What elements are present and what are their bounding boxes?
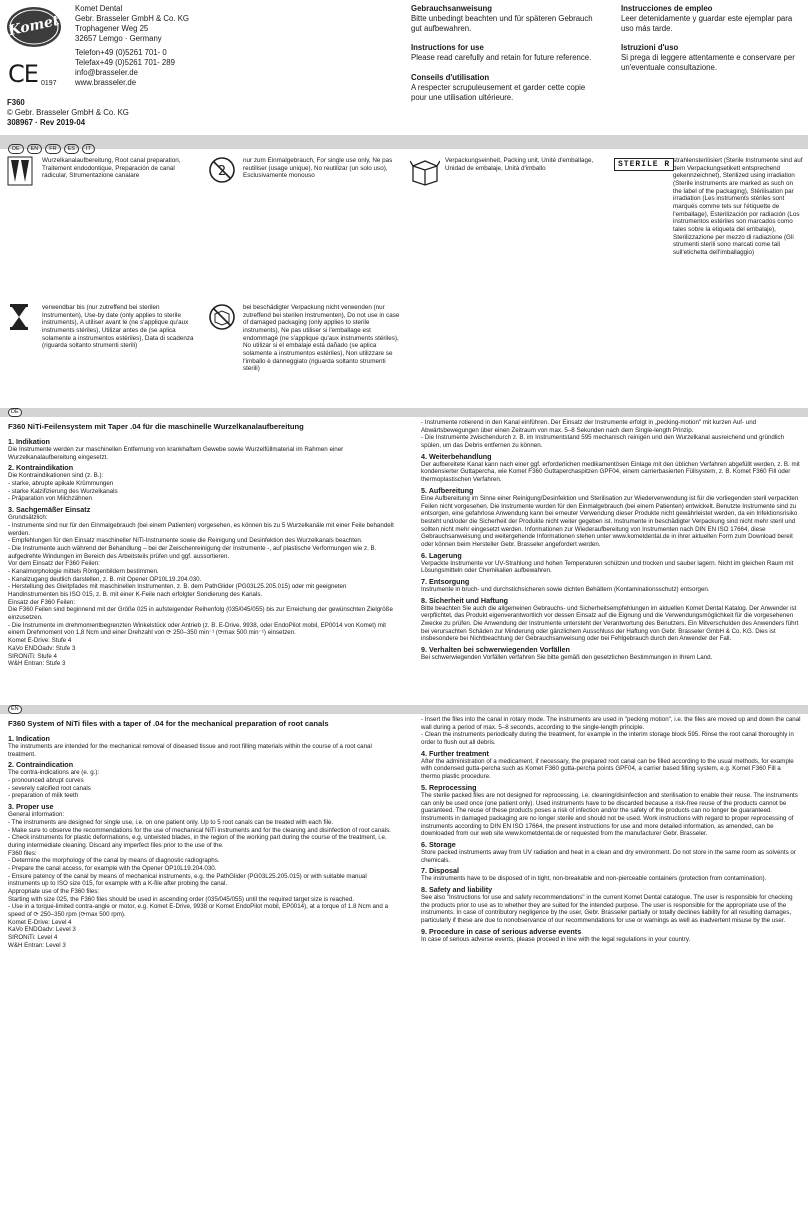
ce-mark: CE 0197 xyxy=(8,60,57,88)
section-body: Bei schwerwiegenden Vorfällen verfahren Sie bitte gemäß den gesetzlichen Bestimmungen in Ihrem Land. xyxy=(421,654,713,662)
section-heading: 3. Proper use xyxy=(8,802,54,812)
symbol-text-damaged: bei beschädigter Verpackung nicht verwenden (nur zutreffend bei sterilen Instrumenten), Do not use in case of damaged packaging (only applies to sterile instruments), Ne pas utiliser si l'emballage est endommagé (ne s'applique qu'aux instruments stériles), No utilizar si el embalaje está dañado (se aplica solamente a instrumentos estériles), Non utilizzare se l'imballo è danneggiato (riguarda soltanto strumenti sterili) xyxy=(243,304,400,373)
section-body: Der aufbereitete Kanal kann nach einer ggf. erforderlichen medikamentösen Einlage mit den üblichen Verfahren abgefüllt werden, z. B. mit kondensierter Guttapercha, wie Komet F360 Guttaperchaspitzen GPF04, einem carrierbasierten Füllsystem, z. B. Komet F360 Fill oder thermoplastischen Verfahren. xyxy=(421,460,800,484)
en-badge: EN xyxy=(8,705,22,714)
lang-badge-en: EN xyxy=(27,144,43,154)
section-heading: 9. Verhalten bei schwerwiegenden Vorfällen xyxy=(421,645,570,655)
section-body: Die Instrumente werden zur maschinellen Entfernung von krankhaftem Gewebe sowie Wurzelfüllmaterial im Rahmen einer Wurzelkanalaufbereitung eingesetzt. xyxy=(8,446,344,461)
section-heading: 2. Contraindication xyxy=(8,760,74,770)
en-title: F360 System of NiTi files with a taper of .04 for the mechanical preparation of root canals xyxy=(8,719,329,728)
section-body: In case of serious adverse events, please proceed in line with the legal regulations in your country. xyxy=(421,935,691,943)
section-heading: 8. Sicherheit und Haftung xyxy=(421,595,509,605)
company-contact: Telefon+49 (0)5261 701- 0 Telefax+49 (0)5261 701- 289 info@brasseler.de www.brasseler.de xyxy=(75,48,175,88)
en-right-column xyxy=(421,716,801,943)
section-body: Bitte beachten Sie auch die allgemeinen Gebrauchs- und Sicherheitsempfehlungen im aktuellen Komet Dental Katalog. Der Anwender ist verpflichtet, das Produkt eigenverantwortlich vor dessen Einsatz auf die Eignung und die Verwendungsmöglichkeit für die vorgesehenen Zwecke zu prüfen. Die Anwendung der Instrumente untersteht der Verantwortung des Benutzers. Ein Mitverschulden des Anwenders führt bei verursachten Schäden zur Minderung oder gänzlichem Ausschluss der Haftung von Gebr. Brasseler GmbH & Co. KG. Dies ist insbesondere bei Nichtbeachtung der Gebrauchsanweisung oder bei Fehlgebrauch durch den Anwender der Fall. xyxy=(421,604,799,643)
lang-badge-fr: FR xyxy=(45,144,60,154)
instructions-fr: Conseils d'utilisation A respecter scrupuleusement et garder cette copie pour une utilisation ultérieure. xyxy=(411,73,586,103)
section-heading: 4. Further treatment xyxy=(421,748,489,758)
section-body: General information: - The instruments are designed for single use, i.e. on one patient only. Up to 5 root canals can be treated with each file. - Make sure to observe the recommendations for the use of mechanical NiTi instruments and for the cleaning and disinfection of root canals. - Check instruments for plastic deformations, e.g. untwisted blades, in the region of the working part during the course of the treatment, i.e. during intermediate cleaning. Discard any imperfect files prior to the use of the. F360 files: - Determine the morphology of the canal by means of diagnostic radiographs. - Prepare the canal access, for example with the Opener OP10L19.204.030. - Ensure patency of the canal by means of mechanical instruments, e.g. the PathGlider (PG03L25.205.015) or with suitable manual instruments up to ISO size 015, for example with a K-file after probing the canal. Appropriate use of the F360 files: Starting with size 025, the F360 files should be used in ascending order (035/045/055) until the required target size is reached. - Use in a torque-limited contra-angle or motor, e.g. Komet E-Drive, 9938 or Komet EndoPilot mobil, EP0014), at a torque of 1.8 Ncm and a speed of ⟳ 250–350 rpm (⟳max 500 rpm). Komet E-Drive: Level 4 KaVo ENDOadv: Level 3 SIRONiTi: Level 4 W&H Entran: Level 3 xyxy=(8,811,391,949)
de-badge: DE xyxy=(8,408,22,417)
section-body: The sterile packed files are not designed for reprocessing, i.e. cleaning/disinfection and sterilisation to enable their reuse. The instruments can only be used once (one patient only). Used instruments have to be discarded because a risk-free reuse of the products cannot be guaranteed. The reuse of these products poses a risk of infection and/or the safety of the products can no longer be guaranteed. Instruments in damaged packaging are no longer sterile and should not be used. Work instructions with regard to proper reprocessing of instruments according to DIN EN ISO 17664, the present instructions for use and more detailed information, as amended, can be downloaded from our web site www.kometdental.de or requested from the manufacturer Gebr. Brasseler. xyxy=(421,791,798,838)
section-body: Instrumente in bruch- und durchstichsicheren sowie dichten Behältern (Kontaminationsschutz) entsorgen. xyxy=(421,586,710,593)
svg-text:2: 2 xyxy=(217,164,227,179)
symbol-text-use-by: verwendbar bis (nur zutreffend bei sterilen Instrumenten), Use-by date (only applies to sterile instruments), A utiliser avant le (ne s'applique qu'aux instruments stériles), Utilizar antes de (se aplica solamente a instrumentos estériles), Data di scadenza (riguarda soltanto strumenti sterili) xyxy=(42,304,194,350)
section-body: Store packed instruments away from UV radiation and heat in a clean and dry environment. Do not store in the same room as solvents or chemicals. xyxy=(421,848,796,864)
symbol-text-package: Verpackungseinheit, Packing unit, Unité d'emballage, Unidad de embalaje, Unità d'imballo xyxy=(445,157,594,172)
instructions-en: Instructions for use Please read carefully and retain for future reference. xyxy=(411,43,592,63)
symbol-text-root-canal: Wurzelkanalaufbereitung, Root canal preparation, Traitement endodontique, Preparación de canal radicular, Strumentazione canalare xyxy=(42,157,181,180)
section-body: Verpackte Instrumente vor UV-Strahlung und hohen Temperaturen schützen und trocken und sauber lagern. Nicht im gleichen Raum mit Lösungsmitteln oder Chemikalien aufbewahren. xyxy=(421,559,794,575)
section-heading: 2. Kontraindikation xyxy=(8,463,74,473)
en-left-column xyxy=(8,719,398,950)
section-body: After the administration of a medicament, if necessary, the prepared root canal can be filled according to the usual methods, for example with condensed gutta-percha such as Komet F360 gutta-percha points GPF04, a carrier based filling system, e.g. Komet F360 Fill a thermo plastic procedure. xyxy=(421,757,794,781)
section-body: Die Kontraindikationen sind (z. B.): - starke, abrupte apikale Krümmungen - starke Kalzifizierung des Wurzelkanals - Präparation von Milchzähnen xyxy=(8,472,118,503)
damaged-package-icon xyxy=(208,303,236,336)
de-right-column xyxy=(421,419,801,662)
instructions-it: Istruzioni d'uso Si prega di leggere attentamente e conservare per un'eventuale consultazione. xyxy=(621,43,795,73)
de-title: F360 NiTi-Feilensystem mit Taper .04 für die maschinelle Wurzelkanalaufbereitung xyxy=(8,422,304,431)
section-body: The contra-indications are (e. g.): - pronounced abrupt curves - severely calcified root canals - preparation of milk teeth xyxy=(8,769,100,800)
section-heading: 7. Entsorgung xyxy=(421,577,470,586)
komet-logo xyxy=(6,6,62,48)
section-body: See also "Instructions for use and safety recommendations" in the current Komet Dental catalogue. The user is responsible for checking the products prior to use as to whether they are suited for the intended purpose. The user is responsible for the appropriate use of the instruments. In case of contributory negligence by the user, Gebr. Brasseler partially or totally declines liability for all resulting damages, particularly if these are due to nonobservance of our recommendations for use or warnings as well as inadvertent misuse by the user. xyxy=(421,894,793,925)
instructions-de: Gebrauchsanweisung Bitte unbedingt beachten und für späteren Gebrauch gut aufbewahren. xyxy=(411,4,593,34)
instructions-es: Instrucciones de empleo Leer detenidamente y guardar este ejemplar para uso más tarde. xyxy=(621,4,793,34)
en-section-bar xyxy=(0,705,808,714)
lang-badge-es: ES xyxy=(64,144,79,154)
section-heading: 8. Safety and liability xyxy=(421,885,493,894)
section-heading: 4. Weiterbehandlung xyxy=(421,451,492,461)
section-heading: 6. Storage xyxy=(421,839,456,849)
section-body: The instruments have to be disposed of in tight, non-breakable and non-pierceable containers (protection from contamination). xyxy=(421,875,767,883)
lang-badge-it: IT xyxy=(82,144,95,154)
product-code: F360 xyxy=(7,98,25,107)
section-body: Eine Aufbereitung im Sinne einer Reinigung/Desinfektion und Sterilisation zur Wiederverwendung ist für die vorliegenden steril verpackten Feilen nicht vorgesehen. Die Instrumente wurden für den Einmalgebrauch (bei einem Patienten) entwickelt. Benutzte Instrumente sind zu entsorgen, eine gefahrlose Anwendung kann bei erneuter Verwendung dieser Produkte nicht gewährleistet werden, da ein Infektionsrisiko besteht und/oder die Sicherheit der Produkte nicht weiter gegeben ist. Instrumente in beschädigter Verpackung sind nicht mehr steril und sollten nicht mehr eingesetzt werden. Informationen zur Wiederaufbereitung von Instrumenten nach DIN EN ISO 17664, diese Gebrauchsanweisung und weitergehende Informationen stehen unter www.kometdental.de in ihrer aktuellen Form zum Download bereit oder können beim Hersteller Gebr. Brasseler angefordert werden. xyxy=(421,494,799,548)
root-canal-icon xyxy=(7,156,33,191)
de-section-bar xyxy=(0,408,808,417)
section-heading: 5. Aufbereitung xyxy=(421,485,474,495)
section-heading: 7. Disposal xyxy=(421,866,459,876)
section-body: The instruments are intended for the mechanical removal of diseased tissue and root filling materials within the course of a root canal treatment. xyxy=(8,743,372,758)
section-heading: 6. Lagerung xyxy=(421,550,462,560)
section-heading: 1. Indication xyxy=(8,734,50,743)
ce-number: 0197 xyxy=(41,80,57,87)
section-heading: 5. Reprocessing xyxy=(421,782,477,792)
copyright: © Gebr. Brasseler GmbH & Co. KG xyxy=(7,108,129,117)
section-body: - Instrumente rotierend in den Kanal einführen. Der Einsatz der Instrumente erfolgt in „pecking-motion" mit kurzen Auf- und Abwärtsbewegungen über einen Zeitraum von max. 5–8 Sekunden nach dem Single-length Prinzip. - Die Instrumente zwischendurch z. B. im Instrumentstand 595 mechanisch reinigen und den Wurzelkanal ausreichend und gründlich spülen, um das Debris entfernen zu können. xyxy=(421,419,785,450)
section-heading: 9. Procedure in case of serious adverse events xyxy=(421,926,582,936)
de-left-column xyxy=(8,422,398,668)
section-heading: 1. Indikation xyxy=(8,437,50,446)
revision: 308967 · Rev 2019-04 xyxy=(7,118,86,127)
company-address: Komet Dental Gebr. Brasseler GmbH & Co. KG Trophagener Weg 25 32657 Lemgo · Germany xyxy=(75,4,189,44)
logo-text: Komet xyxy=(7,12,61,40)
sterile-r-icon: STERILE R xyxy=(614,158,674,171)
hourglass-icon xyxy=(9,303,29,336)
symbol-text-single-use: nur zum Einmalgebrauch, For single use only, Ne pas reutiliser (usage unique), No reutilizar (un solo uso), Esclusivamente monouso xyxy=(243,157,393,180)
section-heading: 3. Sachgemäßer Einsatz xyxy=(8,505,91,515)
symbol-text-sterile: strahlensterilisiert (Sterile Instrumente sind auf dem Verpackungsetikett entsprechend gekennzeichnet), Sterilized using irradiation (Sterile instruments are marked as such on the label of the packaging), Stérilisation par irradiation (Les instruments stériles sont marqués comme tels sur l'étiquette de l'emballage), Esterilización por radiación (Los instrumentos estériles son marcados como tales sobre la etiqueta del embalaje), Sterilizzazione per mezzo di radiazione (Gli strumenti sterili sono marcati come tali sull'etichetta dell'imballaggio) xyxy=(673,157,803,257)
section-body: Grundsätzlich: - Instrumente sind nur für den Einmalgebrauch (bei einem Patienten) vorgesehen, es können bis zu 5 Wurzelkanäle mit einer Feile behandelt werden. - Empfehlungen für den Einsatz maschineller NiTi-Instrumente sowie die Reinigung und Desinfektion des Wurzelkanals beachten. - Die Instrumente auch während der Behandlung – bei der Zwischenreinigung der Instrumente -, auf plastische Verformungen wie z. B. aufgedrehte Windungen im Bereich des Arbeitsteils prüfen und ggf. aussortieren. Vor dem Einsatz der F360 Feilen: - Kanalmorphologie mittels Röntgenbildern bestimmen. - Kanalzugang deutlich darstellen, z. B. mit Opener OP10L19.204.030. - Herstellung des Gleitpfades mit maschinellen Instrumenten, z. B. dem PathGlider (PG03L25.205.015) oder mit geeigneten Handinstrumenten bis ISO 015, z. B. mit einer K-Feile nach erfolgter Sondierung des Kanals. Einsatz der F360 Feilen: Die F360 Feilen sind beginnend mit der Größe 025 in aufsteigender Reihenfolg (035/045/055) bis zur Erreichung der gewünschten Zielgröße einzusetzen. - Die Instrumente im drehmomentbegrenzten Winkelstück oder Antrieb (z. B. E-Drive, 9938, oder EndoPilot mobil, EP0014 von Komet) mit einem Drehmoment von 1,8 Ncm und einer Drehzahl von ⟳ 250–350 min⁻¹ (⟳max 500 min⁻¹) einsetzen. Komet E-Drive: Stufe 4 KaVo ENDOadv: Stufe 3 SIRONiTi: Stufe 4 W&H Entran: Stufe 3 xyxy=(8,514,394,668)
package-icon xyxy=(410,156,440,191)
language-bar xyxy=(0,135,808,152)
section-body: - Insert the files into the canal in rotary mode. The instruments are used in "pecking motion", i.e. the files are moved up and down the canal wall during a period of max. 5–8 seconds, according to the single-length principle. - Clean the instruments periodically during the treatment, for example in the interim storage block 595. Rinse the root canal thoroughly in order to flush out all debris. xyxy=(421,716,801,747)
lang-badge-de: DE xyxy=(8,144,24,154)
single-use-icon xyxy=(208,156,236,189)
